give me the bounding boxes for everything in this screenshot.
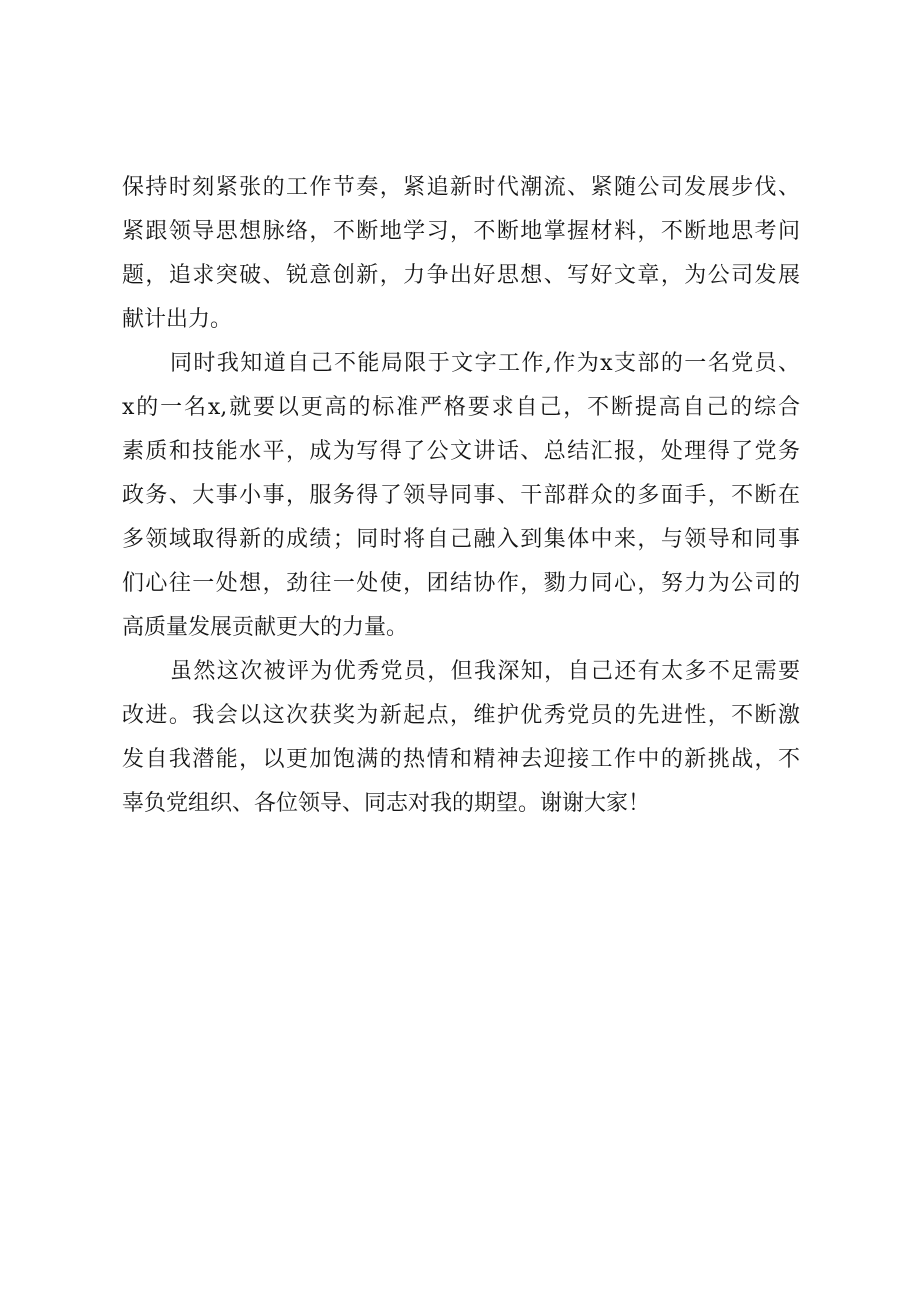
paragraph-2 [122,342,800,650]
paragraph-line: 素质和技能水平，成为写得了公文讲话、总结汇报，处理得了党务 [122,439,800,464]
paragraph-line: 辜负党组织、各位领导、同志对我的期望。谢谢大家！ [122,791,651,816]
paragraph-line: x的一名x,就要以更高的标准严格要求自己，不断提高自己的综合 [122,395,800,420]
paragraph-line: 紧跟领导思想脉络，不断地学习，不断地掌握材料，不断地思考问 [122,219,800,244]
paragraph-line: 改进。我会以这次获奖为新起点，维护优秀党员的先进性，不断激 [122,703,800,728]
paragraph-line: 题，追求突破、锐意创新，力争出好思想、写好文章，为公司发展 [122,263,800,288]
paragraph-1 [122,166,800,342]
document-body [122,166,800,826]
paragraph-line: 同时我知道自己不能局限于文字工作,作为x支部的一名党员、 [170,351,800,376]
paragraph-line: 们心往一处想，劲往一处使，团结协作，勠力同心，努力为公司的 [122,571,800,596]
paragraph-line: 高质量发展贡献更大的力量。 [122,615,409,640]
paragraph-line: 发自我潜能，以更加饱满的热情和精神去迎接工作中的新挑战，不 [122,747,800,772]
paragraph-3 [122,650,800,826]
paragraph-line: 多领域取得新的成绩；同时将自己融入到集体中来，与领导和同事 [122,527,800,552]
paragraph-line: 虽然这次被评为优秀党员，但我深知，自己还有太多不足需要 [170,659,800,684]
paragraph-line: 政务、大事小事，服务得了领导同事、干部群众的多面手，不断在 [122,483,800,508]
paragraph-line: 献计出力。 [122,307,233,332]
paragraph-line: 保持时刻紧张的工作节奏，紧追新时代潮流、紧随公司发展步伐、 [122,175,800,200]
